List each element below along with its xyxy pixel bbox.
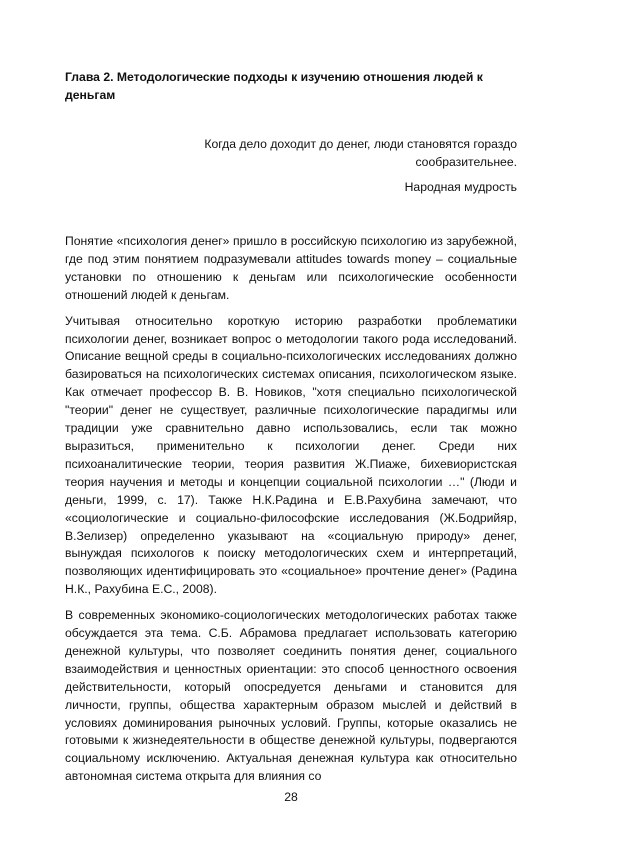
epigraph-quote: Когда дело доходит до денег, люди становятся гораздо сообразительнее. <box>204 137 517 169</box>
body-text <box>65 233 517 794</box>
paragraph: В современных экономико-социологических методологических работах также обсуждается эта тема. С.Б. Абрамова предлагает использовать категорию денежной культуры, что позволяет соединить понятия денег, социального взаимодействия и ценностных ориентации: это способ ценностного освоения действительности, который опосредуется деньгами и становится для личности, группы, общества характерным образом мыслей и действий в условиях доминирования рыночных условий. Группы, которые оказались не готовыми к жизнедеятельности в обществе денежной культуры, подвергаются социальному исключению. Актуальная денежная культура как относительно автономная система открыта для влияния со <box>65 608 517 784</box>
paragraph: Учитывая относительно короткую историю разработки проблематики психологии денег, возникает вопрос о методологии такого рода исследований. Описание вещной среды в социально-психологических исследованиях должно базироваться на психологических системах описания, психологическом языке. Как отмечает профессор В. В. Новиков, "хотя специально психологической "теории" денег не существует, различные психологические парадигмы или традиции уже сравнительно давно использовались, если так можно выразиться, применительно к психологии денег. Среди них психоаналитические теории, теория развития Ж.Пиаже, бихевиористская теория научения и методы и концепции социальной психологии …" (Люди и деньги, 1999, с. 17). Также Н.К.Радина и Е.В.Рахубина замечают, что «социологические и социально-философские исследования (Ж.Бодрийяр, В.Зелизер) определенно указывают на «социальную природу» денег, вынуждая психологов к поиску методологических схем и интерпретаций, позволяющих идентифицировать это «социальное» прочтение денег» (Радина Н.К., Рахубина Е.С., 2008). <box>65 313 517 597</box>
paragraph: Понятие «психология денег» пришло в российскую психологию из зарубежной, где под этим понятием подразумевали attitudes towards money – социальные установки по отношению к деньгам или психологические особенности отношений людей к деньгам. <box>65 234 517 302</box>
page-number: 28 <box>284 790 298 804</box>
document-page <box>65 0 517 862</box>
chapter-title: Глава 2. Методологические подходы к изучению отношения людей к деньгам <box>65 70 483 102</box>
epigraph-source: Народная мудрость <box>404 180 517 194</box>
